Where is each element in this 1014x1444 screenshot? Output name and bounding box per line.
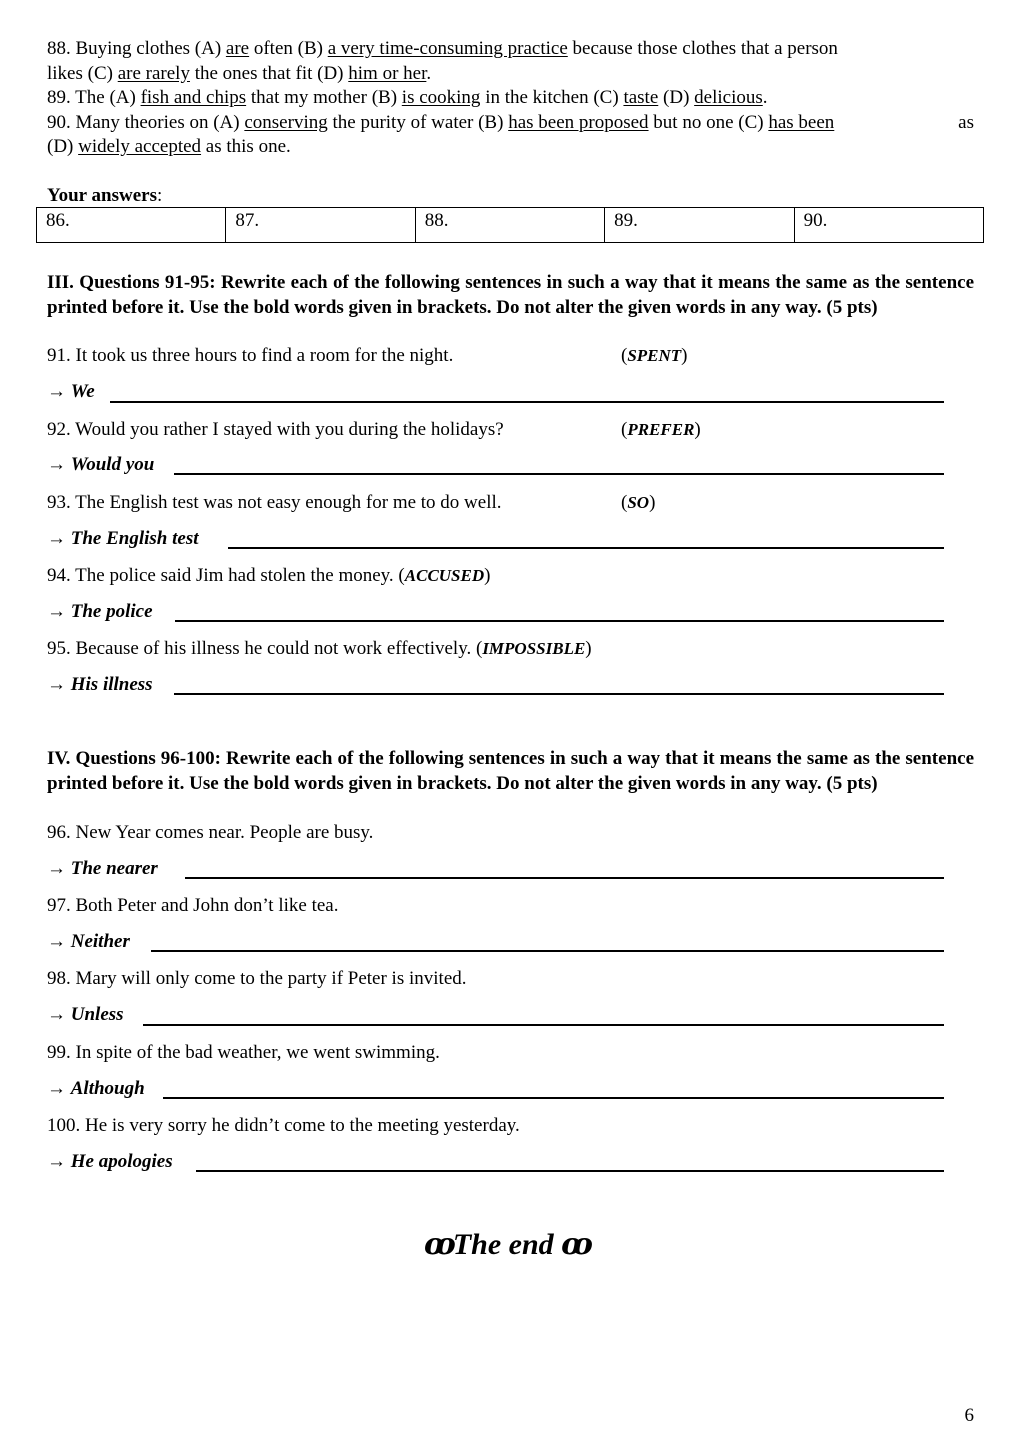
arrow-icon: → bbox=[47, 1151, 66, 1172]
answer-prompt-94: → The police bbox=[47, 601, 153, 622]
question-89: 89. The (A) fish and chips that my mother (B) is cooking in the kitchen (C) taste (D) delicious. bbox=[47, 87, 768, 108]
question-94: 94. The police said Jim had stolen the money. (ACCUSED) bbox=[47, 565, 491, 586]
answer-prompt-92: → Would you bbox=[47, 454, 155, 475]
the-end-footer bbox=[0, 1228, 1014, 1261]
arrow-icon: → bbox=[47, 858, 66, 879]
answer-line-97[interactable] bbox=[151, 950, 944, 952]
ornament-right-icon: ꝏ bbox=[561, 1228, 590, 1261]
question-98: 98. Mary will only come to the party if Peter is invited. bbox=[47, 968, 467, 989]
option-d: widely accepted bbox=[78, 136, 202, 157]
answer-line-94[interactable] bbox=[175, 620, 944, 622]
arrow-icon: → bbox=[47, 931, 66, 952]
option-b: a very time-consuming practice bbox=[327, 38, 568, 59]
answer-prompt-99: → Although bbox=[47, 1078, 145, 1099]
question-100: 100. He is very sorry he didn’t come to the meeting yesterday. bbox=[47, 1115, 520, 1136]
arrow-icon: → bbox=[47, 1004, 66, 1025]
answer-cell-89[interactable]: 89. bbox=[605, 208, 794, 243]
answer-line-98[interactable] bbox=[143, 1024, 944, 1026]
answer-line-93[interactable] bbox=[228, 547, 944, 549]
answer-prompt-100: → He apologies bbox=[47, 1151, 173, 1172]
answer-cell-86[interactable]: 86. bbox=[37, 208, 226, 243]
arrow-icon: → bbox=[47, 454, 66, 475]
option-b: has been proposed bbox=[508, 111, 649, 133]
question-90-line-1: 90. Many theories on (A) conserving the purity of water (B) has been proposed but no one (C) has been as bbox=[47, 111, 974, 133]
your-answers-label: Your answers: bbox=[47, 185, 163, 206]
arrow-icon: → bbox=[47, 601, 66, 622]
page-number: 6 bbox=[964, 1405, 974, 1426]
question-88-line-1: 88. Buying clothes (A) are often (B) a very time-consuming practice because those clothes that a person bbox=[47, 38, 838, 59]
option-c: has been bbox=[768, 111, 835, 133]
answer-prompt-93: → The English test bbox=[47, 528, 199, 549]
keyword-93: (SO) bbox=[621, 492, 656, 513]
answer-line-99[interactable] bbox=[163, 1097, 944, 1099]
answer-prompt-98: → Unless bbox=[47, 1004, 124, 1025]
answer-cell-90[interactable]: 90. bbox=[794, 208, 983, 243]
question-92: 92. Would you rather I stayed with you during the holidays? bbox=[47, 419, 504, 440]
question-93: 93. The English test was not easy enough for me to do well. bbox=[47, 492, 502, 513]
answer-line-91[interactable] bbox=[110, 401, 944, 403]
answer-prompt-95: → His illness bbox=[47, 674, 153, 695]
answer-line-92[interactable] bbox=[174, 473, 944, 475]
section-3-heading: III. Questions 91-95: Rewrite each of the following sentences in such a way that it means the same as the sentence printed before it. Use the bold words given in brackets. Do not alter the given words in any way. (5 pts) bbox=[47, 272, 974, 318]
option-a: conserving bbox=[244, 111, 328, 133]
answer-prompt-96: → The nearer bbox=[47, 858, 158, 879]
section-4-heading: IV. Questions 96-100: Rewrite each of the following sentences in such a way that it means the same as the sentence printed before it. Use the bold words given in brackets. Do not alter the given words in any way. (5 pts) bbox=[47, 748, 974, 794]
keyword-91: (SPENT) bbox=[621, 345, 688, 366]
answer-table bbox=[36, 207, 984, 243]
option-d: him or her bbox=[348, 62, 427, 84]
answer-cell-88[interactable]: 88. bbox=[415, 208, 604, 243]
question-99: 99. In spite of the bad weather, we went swimming. bbox=[47, 1042, 440, 1063]
option-b: is cooking bbox=[401, 87, 481, 108]
question-88-line-2: likes (C) are rarely the ones that fit (D) him or her. bbox=[47, 62, 432, 84]
ornament-left-icon: ꝏ bbox=[424, 1228, 453, 1261]
answer-line-95[interactable] bbox=[174, 693, 944, 695]
question-91: 91. It took us three hours to find a room for the night. bbox=[47, 345, 454, 366]
option-d: delicious bbox=[694, 87, 763, 108]
question-95: 95. Because of his illness he could not work effectively. (IMPOSSIBLE) bbox=[47, 638, 592, 659]
arrow-icon: → bbox=[47, 674, 66, 695]
arrow-icon: → bbox=[47, 1078, 66, 1099]
arrow-icon: → bbox=[47, 528, 66, 549]
answer-prompt-97: → Neither bbox=[47, 931, 130, 952]
keyword-92: (PREFER) bbox=[621, 419, 701, 440]
arrow-icon: → bbox=[47, 381, 66, 402]
questions-88-90 bbox=[47, 37, 974, 160]
answer-line-96[interactable] bbox=[185, 877, 944, 879]
option-a: fish and chips bbox=[140, 87, 247, 108]
option-a: are bbox=[225, 38, 250, 59]
option-c: taste bbox=[623, 87, 659, 108]
answer-cell-87[interactable]: 87. bbox=[226, 208, 415, 243]
question-96: 96. New Year comes near. People are busy. bbox=[47, 822, 374, 843]
answer-prompt-91: → We bbox=[47, 381, 95, 402]
option-c: are rarely bbox=[117, 62, 190, 84]
answer-line-100[interactable] bbox=[196, 1170, 944, 1172]
question-97: 97. Both Peter and John don’t like tea. bbox=[47, 895, 339, 916]
the-end-text: The end bbox=[452, 1228, 554, 1261]
question-90-line-2: (D) widely accepted as this one. bbox=[47, 136, 291, 157]
